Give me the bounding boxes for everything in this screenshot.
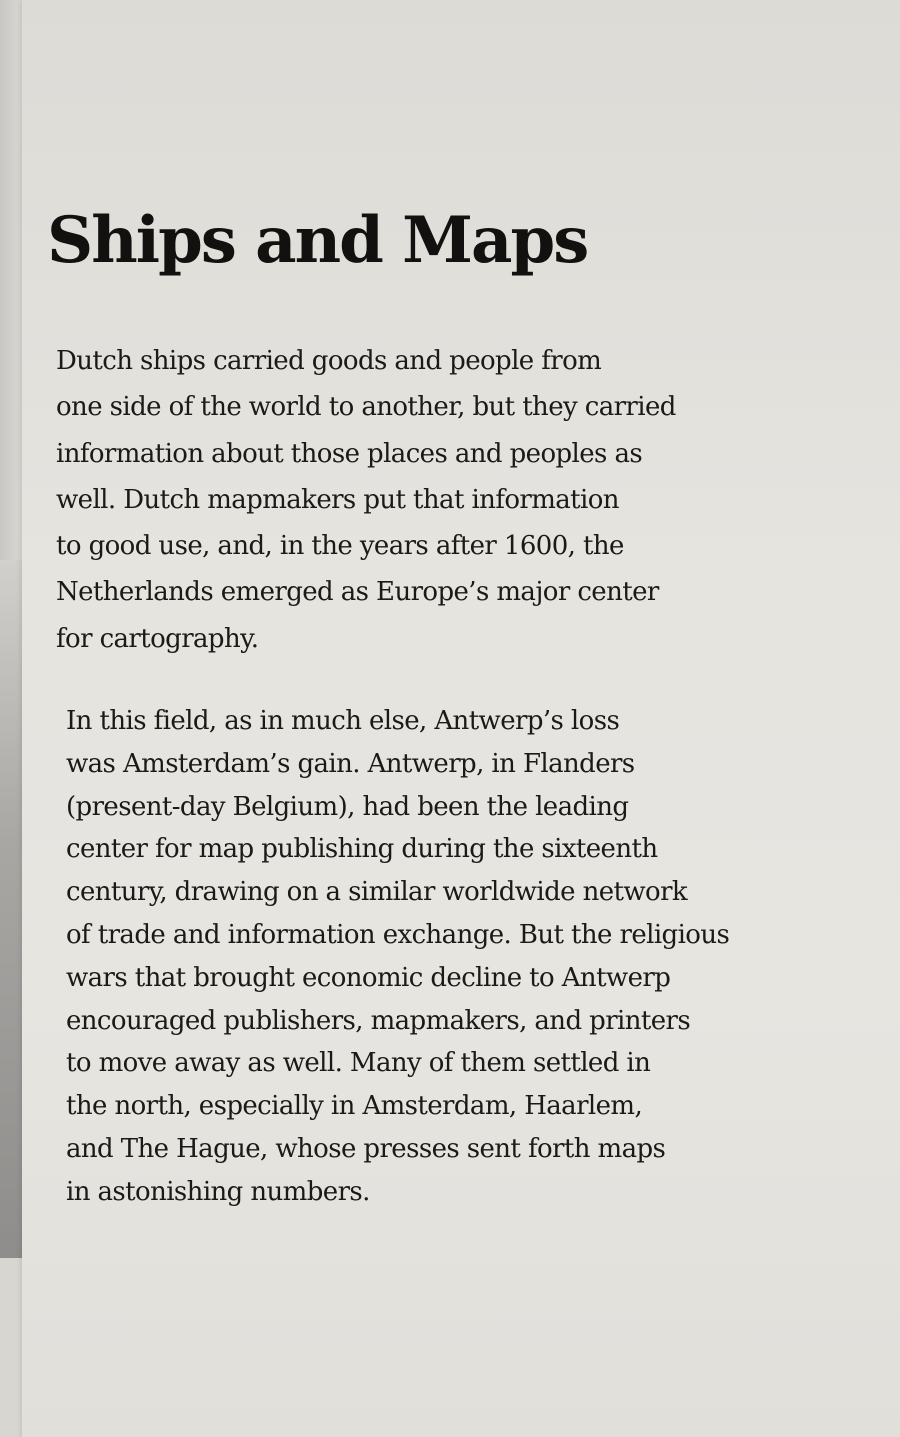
paragraph-2 xyxy=(66,700,729,1214)
paragraph-1-line: one side of the world to another, but they carried xyxy=(56,392,676,423)
paragraph-2-line: wars that brought economic decline to Antwerp xyxy=(66,962,671,993)
paragraph-2-line: the north, especially in Amsterdam, Haarlem, xyxy=(66,1091,643,1122)
paragraph-2-line: center for map publishing during the sixteenth xyxy=(66,834,658,865)
wall-edge-bottom xyxy=(0,1258,24,1437)
paragraph-1-line: to good use, and, in the years after 1600, the xyxy=(56,531,624,562)
paragraph-2-line: (present-day Belgium), had been the leading xyxy=(66,791,629,822)
paragraph-2-line: century, drawing on a similar worldwide network xyxy=(66,877,688,908)
paragraph-2-line: in astonishing numbers. xyxy=(66,1176,370,1207)
paragraph-2-line: and The Hague, whose presses sent forth maps xyxy=(66,1133,666,1164)
paragraph-2-line: In this field, as in much else, Antwerp’s loss xyxy=(66,706,620,736)
paragraph-2-line: was Amsterdam’s gain. Antwerp, in Flanders xyxy=(66,748,635,779)
paragraph-1-line: Dutch ships carried goods and people from xyxy=(56,346,602,376)
paragraph-1 xyxy=(56,338,676,662)
wall-shadow xyxy=(0,560,24,1260)
paragraph-1-line: for cartography. xyxy=(56,623,259,654)
panel-title: Ships and Maps xyxy=(47,203,588,278)
paragraph-1-line: well. Dutch mapmakers put that information xyxy=(56,484,619,515)
paragraph-2-line: encouraged publishers, mapmakers, and printers xyxy=(66,1005,691,1036)
paragraph-2-line: of trade and information exchange. But the religious xyxy=(66,919,730,950)
paragraph-1-line: information about those places and peoples as xyxy=(56,438,643,469)
paragraph-1-line: Netherlands emerged as Europe’s major center xyxy=(56,577,659,608)
paragraph-2-line: to move away as well. Many of them settled in xyxy=(66,1048,651,1079)
